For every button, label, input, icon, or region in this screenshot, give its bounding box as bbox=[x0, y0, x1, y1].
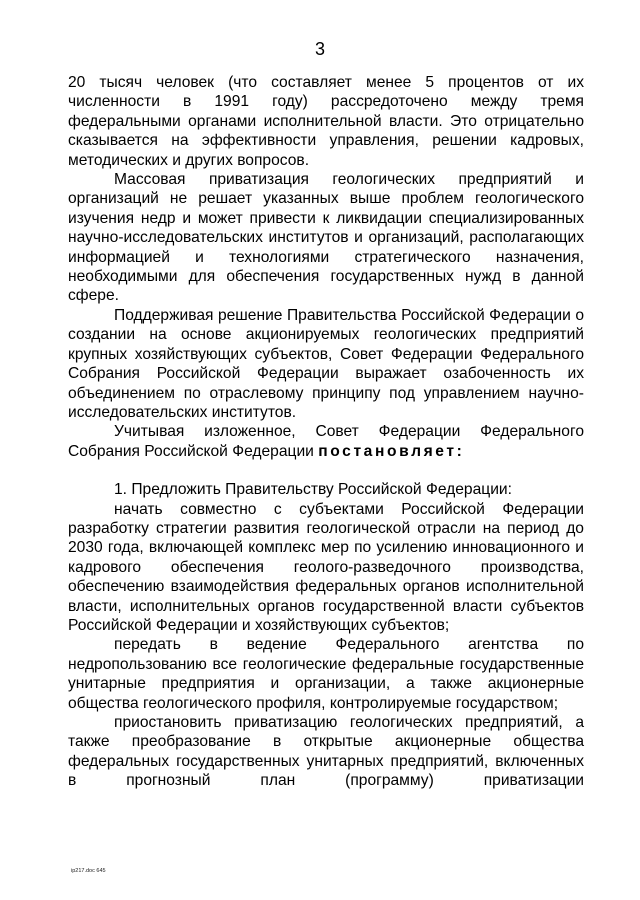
paragraph-develop-strategy: начать совместно с субъектами Российской Федерации разработку стратегии развития геологической отрасли на период до 2030 года, включающей комплекс мер по усилению инновационного и кадрового обеспечения геолого-разведочного производства, обеспечению взаимодействия федеральных органов исполнительной власти, исполнительных органов государственной власти субъектов Российской Федерации и хозяйствующих субъектов; bbox=[68, 500, 584, 634]
paragraph-resolution-lead bbox=[68, 422, 584, 461]
resolution-lead-text: Учитывая изложенное, Совет Федерации Федерального Собрания Российской Федерации bbox=[68, 423, 584, 460]
paragraph-transfer-enterprises: передать в ведение Федерального агентства по недропользованию все геологические федеральные государственные унитарные предприятия и организации, а также акционерные общества геологического профиля, контролируемые государством; bbox=[68, 636, 584, 712]
resolution-keyword: постановляет: bbox=[318, 442, 465, 460]
paragraph-suspend-privatization: приостановить приватизацию геологических предприятий, а также преобразование в открытые акционерные общества федеральных государственных унитарных предприятий, включенных в прогнозный план (программу) приватизации bbox=[68, 714, 584, 790]
paragraph-employee-distribution: 20 тысяч человек (что составляет менее 5 процентов от их численности в 1991 году) рассредоточено между тремя федеральными органами исполнительной власти. Это отрицательно сказывается на эффективности управления, решении кадровых, методических и других вопросов. bbox=[68, 74, 584, 169]
document-body bbox=[68, 73, 584, 791]
footer-file-code: ip217.doc 645 bbox=[71, 868, 106, 874]
paragraph-government-decision: Поддерживая решение Правительства Российской Федерации о создании на основе акционируемых геологических предприятий крупных хозяйствующих субъектов, Совет Федерации Федерального Собрания Российской Федерации выражает озабоченность их объединением по отраслевому принципу под управлением научно-исследовательских институтов. bbox=[68, 306, 584, 421]
paragraph-privatization-risks: Массовая приватизация геологических предприятий и организаций не решает указанных выше проблем геологического изучения недр и может привести к ликвидации специализированных научно-исследовательских институтов и организаций, располагающих информацией и технологиями стратегического назначения, необходимыми для обеспечения государственных нужд в данной сфере. bbox=[68, 171, 584, 305]
page-number: 3 bbox=[314, 39, 325, 59]
paragraph-item-1-heading: 1. Предложить Правительству Российской Федерации: bbox=[114, 481, 512, 499]
